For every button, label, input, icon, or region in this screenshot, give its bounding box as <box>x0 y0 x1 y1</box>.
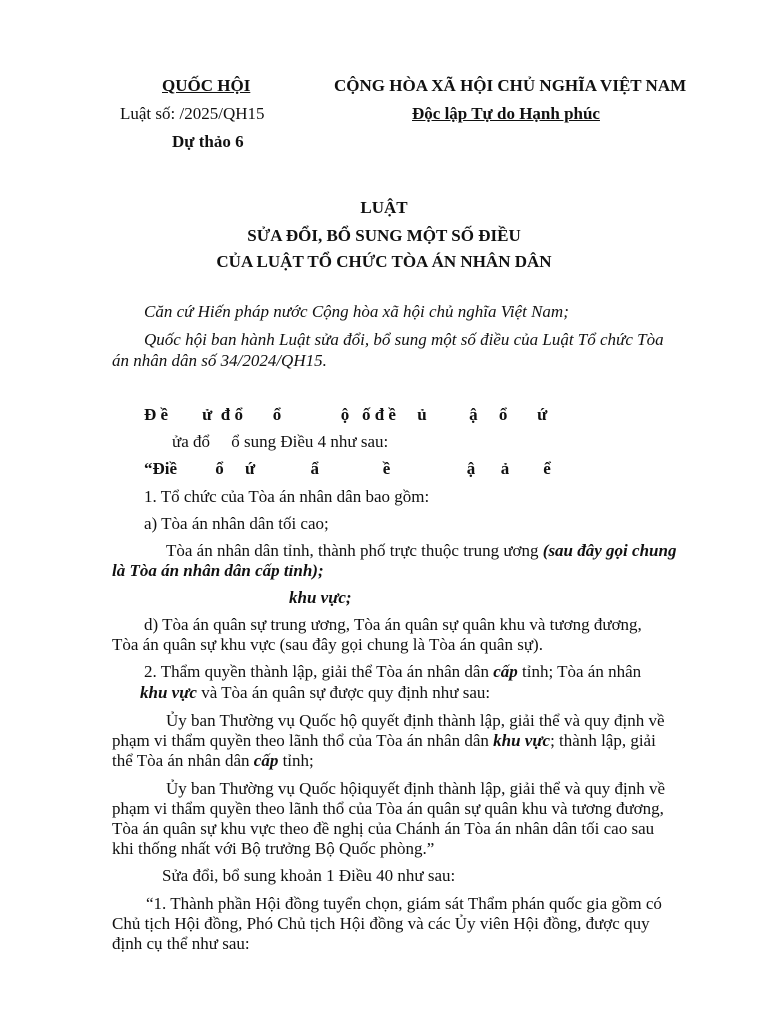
sub-b-line4: khi thống nhất với Bộ trưởng Bộ Quốc phòng.” <box>112 839 435 858</box>
preamble-enactment-line2: án nhân dân số 34/2024/QH15. <box>112 351 327 370</box>
amend-article-40: Sửa đổi, bổ sung khoản 1 Điều 40 như sau: <box>162 866 456 885</box>
item-2-text-c: và Tòa án quân sự được quy định như sau: <box>196 683 491 702</box>
national-motto: Độc lập Tự do Hạnh phúc <box>412 104 600 123</box>
sub-a-emphasis-b: cấp <box>253 751 279 770</box>
preamble-enactment-line1: Quốc hội ban hành Luật sửa đổi, bổ sung một số điều của Luật Tổ chức Tòa <box>144 330 664 349</box>
item-b-line2: là Tòa án nhân dân cấp tỉnh); <box>112 561 324 580</box>
article-40-line3: định cụ thể như sau: <box>112 934 250 953</box>
sub-a-line3 <box>112 751 314 771</box>
sub-a-text-c: thể Tòa án nhân dân <box>112 751 254 770</box>
item-d-line2: Tòa án quân sự khu vực (sau đây gọi chung là Tòa án quân sự). <box>112 635 543 654</box>
law-subtitle-2: CỦA LUẬT TỔ CHỨC TÒA ÁN NHÂN DÂN <box>216 252 552 271</box>
sub-a-text-b: ; thành lập, giải <box>550 731 656 750</box>
issuing-body: QUỐC HỘI <box>162 76 251 95</box>
item-c: khu vực; <box>289 588 352 607</box>
sub-a-text-a: phạm vi thẩm quyền theo lãnh thổ của Tòa án nhân dân <box>112 731 494 750</box>
article-40-line1: “1. Thành phần Hội đồng tuyển chọn, giám sát Thẩm phán quốc gia gồm có <box>146 894 662 913</box>
item-1: 1. Tổ chức của Tòa án nhân dân bao gồm: <box>144 487 430 506</box>
item-2-text-a: 2. Thẩm quyền thành lập, giải thể Tòa án nhân dân <box>144 662 494 681</box>
clause-intro: ửa đổ ổ sung Điều 4 như sau: <box>172 432 389 451</box>
item-2-line2 <box>140 683 490 703</box>
law-subtitle-1: SỬA ĐỔI, BỔ SUNG MỘT SỐ ĐIỀU <box>247 226 521 245</box>
item-2-emphasis-b: khu vực <box>140 683 197 702</box>
sub-b-line3: Tòa án quân sự khu vực theo đề nghị của Chánh án Tòa án nhân dân tối cao sau <box>112 819 655 838</box>
item-a: a) Tòa án nhân dân tối cao; <box>144 514 329 533</box>
item-2-emphasis-a: cấp <box>493 662 518 681</box>
sub-a-text-d: tỉnh; <box>278 751 314 770</box>
sub-a-line2 <box>112 731 656 751</box>
article-40-line2: Chủ tịch Hội đồng, Phó Chủ tịch Hội đồng và các Ủy viên Hội đồng, được quy <box>112 914 650 933</box>
draft-label: Dự thảo 6 <box>172 132 244 151</box>
item-b-emphasis: (sau đây gọi chung <box>542 541 677 560</box>
item-2-line1 <box>144 662 641 682</box>
law-title: LUẬT <box>360 198 408 217</box>
item-2-text-b: tỉnh; Tòa án nhân <box>517 662 642 681</box>
quoted-article-heading: “Điề ổ ứ ẩ ề ậ ả ể <box>144 459 551 478</box>
sub-b-line1: Ủy ban Thường vụ Quốc hộiquyết định thành lập, giải thể và quy định về <box>166 779 666 798</box>
sub-a-emphasis-a: khu vực <box>493 731 551 750</box>
sub-b-line2: phạm vi thẩm quyền theo lãnh thổ của Tòa án quân sự quân khu và tương đương, <box>112 799 664 818</box>
item-b-text: Tòa án nhân dân tỉnh, thành phố trực thuộc trung ương <box>166 541 543 560</box>
item-d-line1: d) Tòa án quân sự trung ương, Tòa án quân sự quân khu và tương đương, <box>144 615 642 634</box>
item-b-line1 <box>166 541 676 561</box>
sub-a-line1: Ủy ban Thường vụ Quốc hộ quyết định thành lập, giải thể và quy định về <box>166 711 665 730</box>
article-heading: Đ ề ử đ ổ ổ ộ ố đ ề ủ ậ ổ ứ <box>144 405 548 424</box>
law-number: Luật số: /2025/QH15 <box>120 104 265 123</box>
national-title: CỘNG HÒA XÃ HỘI CHỦ NGHĨA VIỆT NAM <box>334 76 687 95</box>
preamble-basis: Căn cứ Hiến pháp nước Cộng hòa xã hội chủ nghĩa Việt Nam; <box>144 302 569 321</box>
